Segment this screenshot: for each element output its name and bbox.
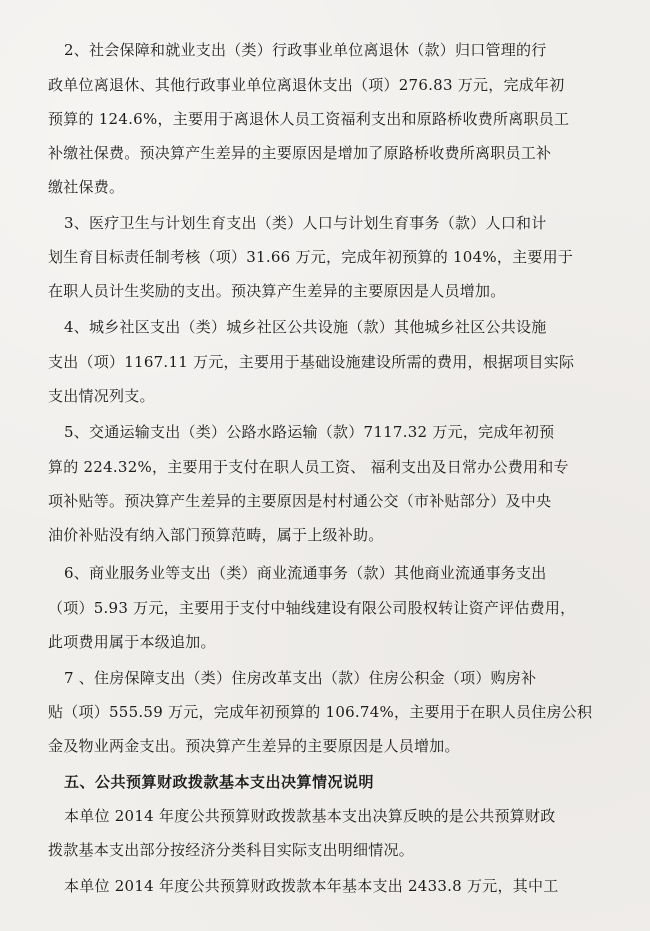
text-line: 6、商业服务业等支出（类）商业流通事务（款）其他商业流通事务支出 [64,564,547,582]
text-line: （项）5.93 万元，主要用于支付中轴线建设有限公司股权转让资产评估费用， [48,599,576,617]
text-line: 此项费用属于本级追加。 [48,633,216,651]
text-line: 2、社会保障和就业支出（类）行政事业单位离退休（款）归口管理的行 [64,41,547,59]
section-heading: 五、公共预算财政拨款基本支出决算情况说明 [64,773,375,791]
text-line: 政单位离退休、其他行政事业单位离退休支出（项）276.83 万元，完成年初 [48,76,565,94]
text-line: 3、医疗卫生与计划生育支出（类）人口与计划生育事务（款）人口和计 [64,214,547,232]
text-line: 油价补贴没有纳入部门预算范畴，属于上级补助。 [48,526,384,544]
text-line: 本单位 2014 年度公共预算财政拨款基本支出决算反映的是公共预算财政 [64,807,556,825]
text-line: 4、城乡社区支出（类）城乡社区公共设施（款）其他城乡社区公共设施 [64,318,547,336]
text-line: 支出情况列支。 [48,387,155,405]
text-line: 划生育目标责任制考核（项）31.66 万元，完成年初预算的 104%，主要用于 [48,248,574,266]
text-line: 缴社保费。 [48,178,125,196]
text-line: 项补贴等。预决算产生差异的主要原因是村村通公交（市补贴部分）及中央 [48,492,552,510]
text-line: 拨款基本支出部分按经济分类科目实际支出明细情况。 [48,841,415,859]
text-line: 补缴社保费。预决算产生差异的主要原因是增加了原路桥收费所离职员工补 [48,144,552,162]
text-line: 支出（项）1167.11 万元，主要用于基础设施建设所需的费用，根据项目实际 [48,353,575,371]
text-line: 预算的 124.6%，主要用于离退休人员工资福利支出和原路桥收费所离职员工 [48,110,570,128]
text-line: 算的 224.32%，主要用于支付在职人员工资、 福利支出及日常办公费用和专 [48,458,569,476]
text-line: 贴（项）555.59 万元，完成年初预算的 106.74%，主要用于在职人员住房公积 [48,703,593,721]
text-line: 金及物业两金支出。预决算产生差异的主要原因是人员增加。 [48,737,460,755]
text-line: 在职人员计生奖励的支出。预决算产生差异的主要原因是人员增加。 [48,282,506,300]
text-line: 5、交通运输支出（类）公路水路运输（款）7117.32 万元，完成年初预 [64,423,555,441]
text-line: 7 、住房保障支出（类）住房改革支出（款）住房公积金（项）购房补 [64,669,537,687]
text-line: 本单位 2014 年度公共预算财政拨款本年基本支出 2433.8 万元，其中工 [64,877,559,895]
